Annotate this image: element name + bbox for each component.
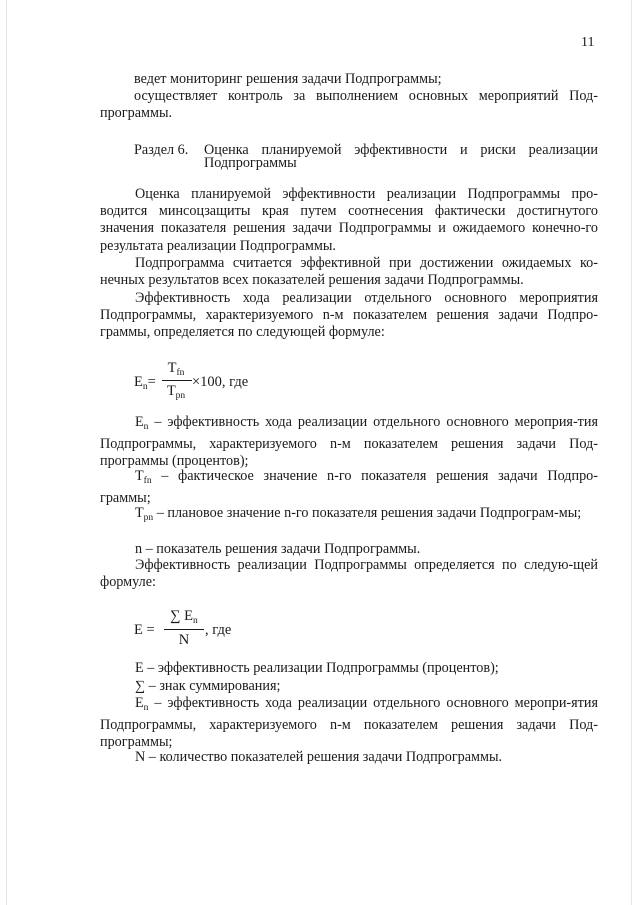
formula-denominator: N xyxy=(178,632,190,648)
section-number: Раздел 6. xyxy=(134,142,189,158)
section-heading xyxy=(134,142,598,171)
text-line: программы. xyxy=(100,105,173,121)
formula-lhs: $E_n=$ xyxy=(134,374,156,392)
definition: $E_n$ – эффективность хода реализации отдельного основного меропри-ятия Подпрограммы, характеризуемого n-м показателем решения задачи Под-программы; xyxy=(100,695,598,751)
text-line: ведет мониторинг решения задачи Подпрограммы; xyxy=(134,71,442,87)
section-title-continued: Подпрограммы xyxy=(204,155,297,171)
formula-denominator: $T_{pn}$ xyxy=(166,383,186,401)
formula-numerator: $T_{fn}$ xyxy=(167,360,185,378)
paragraph: Оценка планируемой эффективности реализации Подпрограммы про-водится минсоцзащиты края путем соотнесения фактически достигнутого значения показателя решения задачи Подпрограммы и ожидаемого конечно-го результата реализации Подпрограммы. xyxy=(100,186,598,254)
scan-edge-right xyxy=(631,0,632,905)
paragraph: Подпрограмма считается эффективной при достижении ожидаемых ко-нечных результатов всех показателей решения задачи Подпрограммы. xyxy=(100,255,598,289)
definition: $E_n$ – эффективность хода реализации отдельного основного мероприя-тия Подпрограммы, характеризуемого n-м показателем решения задачи Под-программы (процентов); xyxy=(100,414,598,470)
paragraph: Эффективность хода реализации отдельного основного мероприятия Подпрограммы, характеризуемого n-м показателем решения задачи Подпро-граммы, определяется по следующей формуле: xyxy=(100,290,598,341)
page-number: 11 xyxy=(581,35,595,50)
section-title: Оценка планируемой эффективности и риски реализации xyxy=(204,142,598,158)
definition: ∑ – знак суммирования; xyxy=(135,678,281,694)
definition: E – эффективность реализации Подпрограммы (процентов); xyxy=(135,660,499,676)
paragraph: Эффективность реализации Подпрограммы определяется по следую-щей формуле: xyxy=(100,557,598,591)
formula-numerator: ∑ $E_n$ xyxy=(170,608,198,626)
formula-tail: ×100, где xyxy=(192,374,249,390)
fraction-bar xyxy=(164,629,204,630)
definition: n – показатель решения задачи Подпрограммы. xyxy=(135,541,421,557)
fraction-bar xyxy=(162,380,192,381)
formula-program-efficiency xyxy=(134,610,334,656)
definition: N – количество показателей решения задачи Подпрограммы. xyxy=(135,749,503,765)
formula-lhs: E = xyxy=(134,622,155,638)
formula-tail: , где xyxy=(205,622,232,638)
definition: $T_{fn}$ – фактическое значение n-го показателя решения задачи Подпро-граммы; xyxy=(100,468,598,507)
text-line: осуществляет контроль за выполнением основных мероприятий Под- xyxy=(134,88,598,104)
formula-efficiency-measure xyxy=(134,360,334,410)
scan-edge-left xyxy=(6,0,7,905)
definition: $T_{pn}$ – плановое значение n-го показателя решения задачи Подпрограм-мы; xyxy=(135,505,582,523)
